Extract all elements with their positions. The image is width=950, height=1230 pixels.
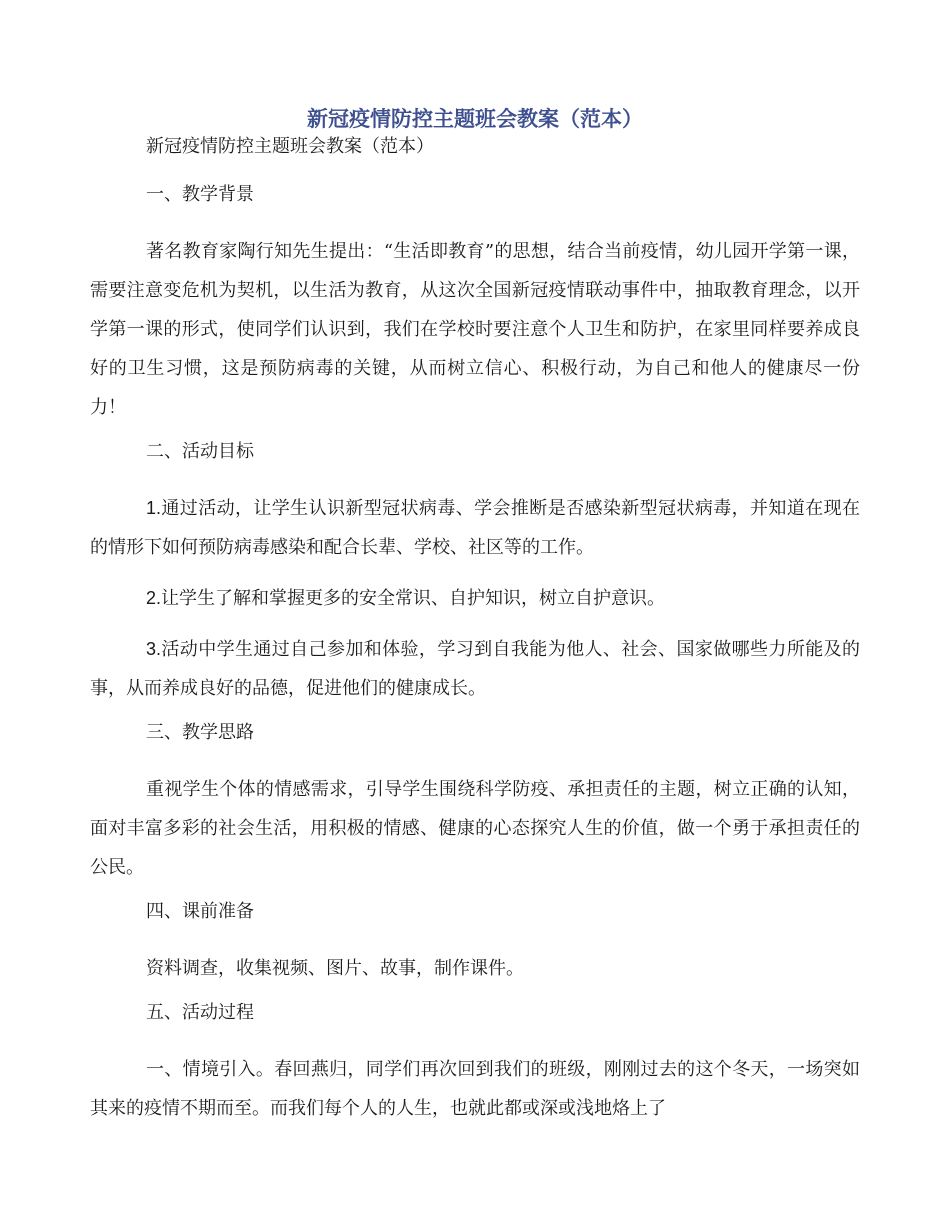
goal-item-1 (90, 489, 860, 567)
goal-item-3-number: 3. (146, 639, 162, 659)
goal-item-1-number: 1. (146, 498, 162, 518)
goal-item-2-text: 让学生了解和掌握更多的安全常识、自护知识，树立自护意识。 (161, 588, 666, 609)
goal-item-2 (90, 579, 860, 618)
goal-item-1-text: 通过活动，让学生认识新型冠状病毒、学会推断是否感染新型冠状病毒，并知道在现在的情形下如何预防病毒感染和配合长辈、学校、社区等的工作。 (90, 498, 860, 558)
section-heading-goals: 二、活动目标 (146, 441, 254, 462)
process-paragraph: 一、情境引入。春回燕归，同学们再次回到我们的班级，刚刚过去的这个冬天，一场突如其来的疫情不期而至。而我们每个人的人生，也就此都或深或浅地烙上了 (90, 1059, 860, 1119)
section-heading-preparation: 四、课前准备 (146, 901, 254, 922)
goal-item-3-text: 活动中学生通过自己参加和体验，学习到自我能为他人、社会、国家做哪些力所能及的事，从而养成良好的品德，促进他们的健康成长。 (90, 639, 860, 699)
preparation-paragraph: 资料调查，收集视频、图片、故事，制作课件。 (146, 958, 524, 979)
document-subtitle: 新冠疫情防控主题班会教案（范本） (146, 136, 434, 157)
goal-item-3 (90, 630, 860, 708)
document-title: 新冠疫情防控主题班会教案（范本） (307, 106, 643, 131)
section-heading-approach: 三、教学思路 (146, 722, 254, 743)
approach-paragraph: 重视学生个体的情感需求，引导学生围绕科学防疫、承担责任的主题，树立正确的认知，面对丰富多彩的社会生活，用积极的情感、健康的心态探究人生的价值，做一个勇于承担责任的公民。 (90, 779, 860, 878)
section-heading-process: 五、活动过程 (146, 1002, 254, 1023)
section-heading-background: 一、教学背景 (146, 184, 254, 205)
background-paragraph: 著名教育家陶行知先生提出：“生活即教育”的思想，结合当前疫情，幼儿园开学第一课，需要注意变危机为契机，以生活为教育，从这次全国新冠疫情联动事件中，抽取教育理念，以开学第一课的形式，使同学们认识到，我们在学校时要注意个人卫生和防护，在家里同样要养成良好的卫生习惯，这是预防病毒的关键，从而树立信心、积极行动，为自己和他人的健康尽一份力！ (90, 241, 860, 418)
goal-item-2-number: 2. (146, 588, 162, 608)
